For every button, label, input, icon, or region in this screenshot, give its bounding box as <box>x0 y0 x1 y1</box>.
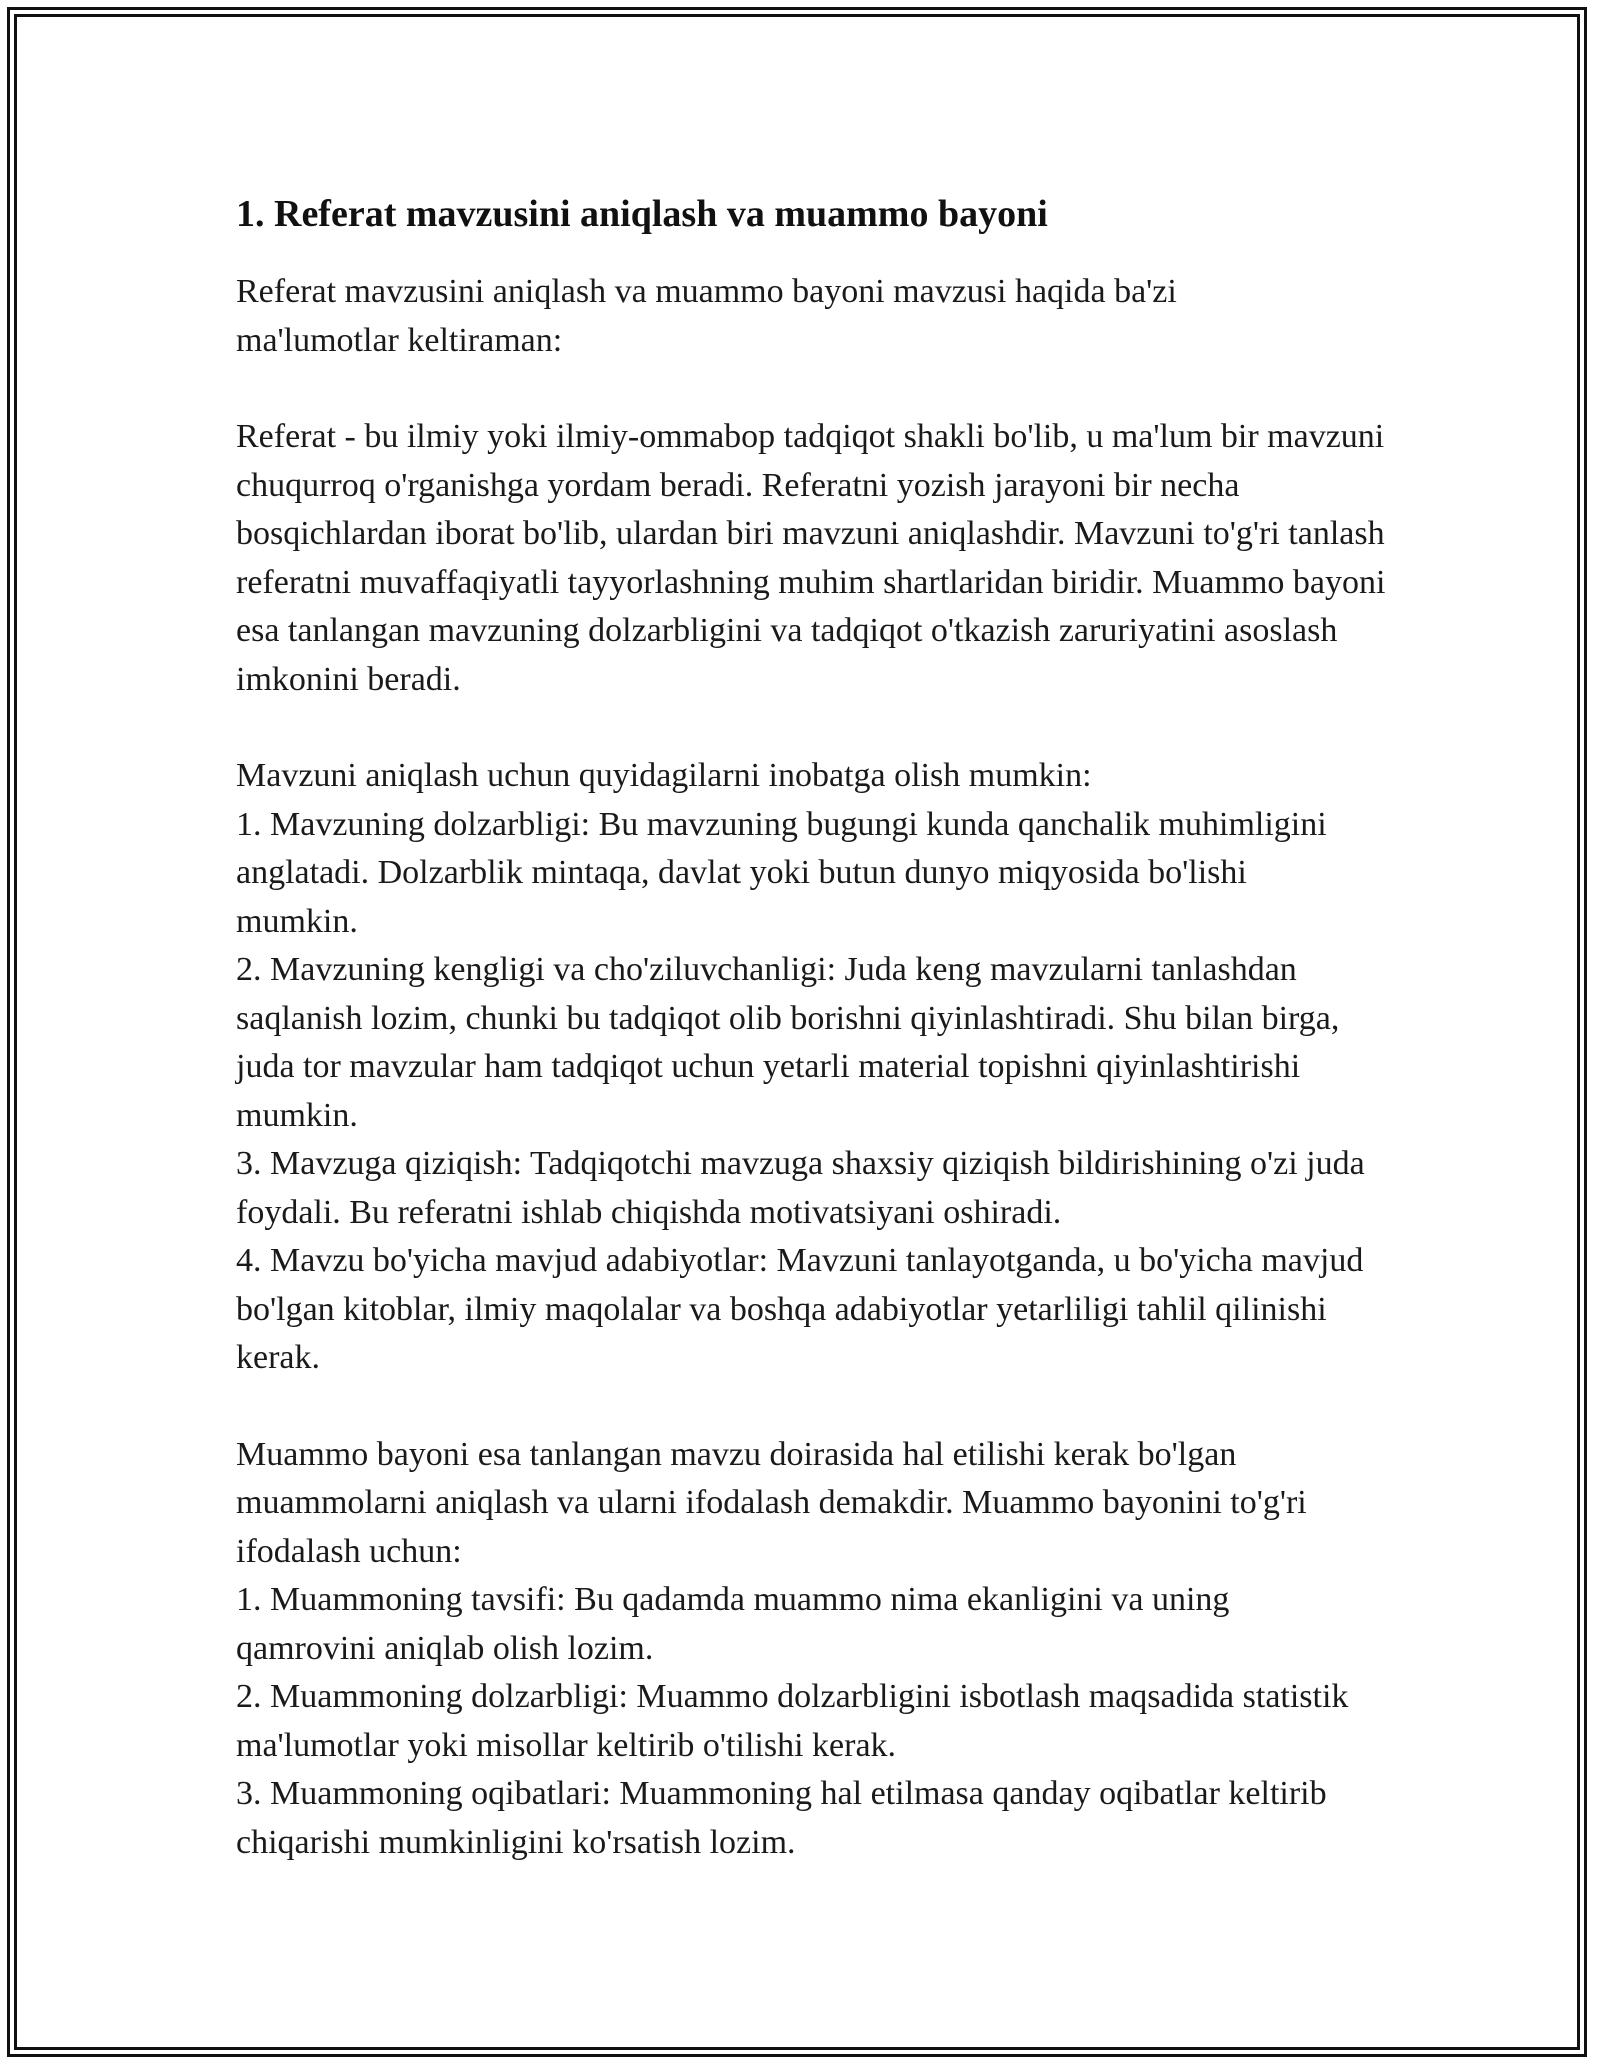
problem-step-item: 3. Muammoning oqibatlari: Muammoning hal etilmasa qanday oqibatlar keltirib chiqarishi mumkinligini ko'rsatish lozim. <box>236 1775 1327 1861</box>
topic-criterion-item: 1. Mavzuning dolzarbligi: Bu mavzuning bugungi kunda qanchalik muhimligini anglatadi. Dolzarblik mintaqa, davlat yoki butun dunyo miqyosida bo'lishi mumkin. <box>236 805 1327 940</box>
problem-step-item: 2. Muammoning dolzarbligi: Muammo dolzarbligini isbotlash maqsadida statistik ma'lumotlar yoki misollar keltirib o'tilishi kerak. <box>236 1678 1349 1764</box>
topic-selection-section <box>236 752 1386 1383</box>
topic-section-lead: Mavzuni aniqlash uchun quyidagilarni inobatga olish mumkin: <box>236 757 1092 794</box>
topic-criterion-item: 2. Mavzuning kengligi va cho'ziluvchanligi: Juda keng mavzularni tanlashdan saqlanish lozim, chunki bu tadqiqot olib borishni qiyinlashtiradi. Shu bilan birga, juda tor mavzular ham tadqiqot uchun yetarli material topishni qiyinlashtirishi mumkin. <box>236 951 1340 1134</box>
document-body <box>236 190 1386 1915</box>
problem-statement-section <box>236 1431 1386 1868</box>
problem-step-item: 1. Muammoning tavsifi: Bu qadamda muammo nima ekanligini va uning qamrovini aniqlab olish lozim. <box>236 1581 1230 1667</box>
document-title: 1. Referat mavzusini aniqlash va muammo bayoni <box>236 193 1048 235</box>
topic-criterion-item: 4. Mavzu bo'yicha mavjud adabiyotlar: Mavzuni tanlayotganda, u bo'yicha mavjud bo'lgan kitoblar, ilmiy maqolalar va boshqa adabiyotlar yetarliligi tahlil qilinishi kerak. <box>236 1242 1364 1376</box>
topic-criterion-item: 3. Mavzuga qiziqish: Tadqiqotchi mavzuga shaxsiy qiziqish bildirishining o'zi juda foydali. Bu referatni ishlab chiqishda motivatsiyani oshiradi. <box>236 1145 1365 1231</box>
intro-paragraph: Referat mavzusini aniqlash va muammo bayoni mavzusi haqida ba'zi ma'lumotlar keltiraman: <box>236 273 1177 359</box>
problem-section-lead: Muammo bayoni esa tanlangan mavzu doirasida hal etilishi kerak bo'lgan muammolarni aniqlash va ularni ifodalash demakdir. Muammo bayonini to'g'ri ifodalash uchun: <box>236 1435 1307 1570</box>
definition-paragraph: Referat - bu ilmiy yoki ilmiy-ommabop tadqiqot shakli bo'lib, u ma'lum bir mavzuni chuqurroq o'rganishga yordam beradi. Referatni yozish jarayoni bir necha bosqichlardan iborat bo'lib, ulardan biri mavzuni aniqlashdir. Mavzuni to'g'ri tanlash referatni muvaffaqiyatli tayyorlashning muhim shartlaridan biridir. Muammo bayoni esa tanlangan mavzuning dolzarbligini va tadqiqot o'tkazish zaruriyatini asoslash imkonini beradi. <box>236 418 1386 698</box>
